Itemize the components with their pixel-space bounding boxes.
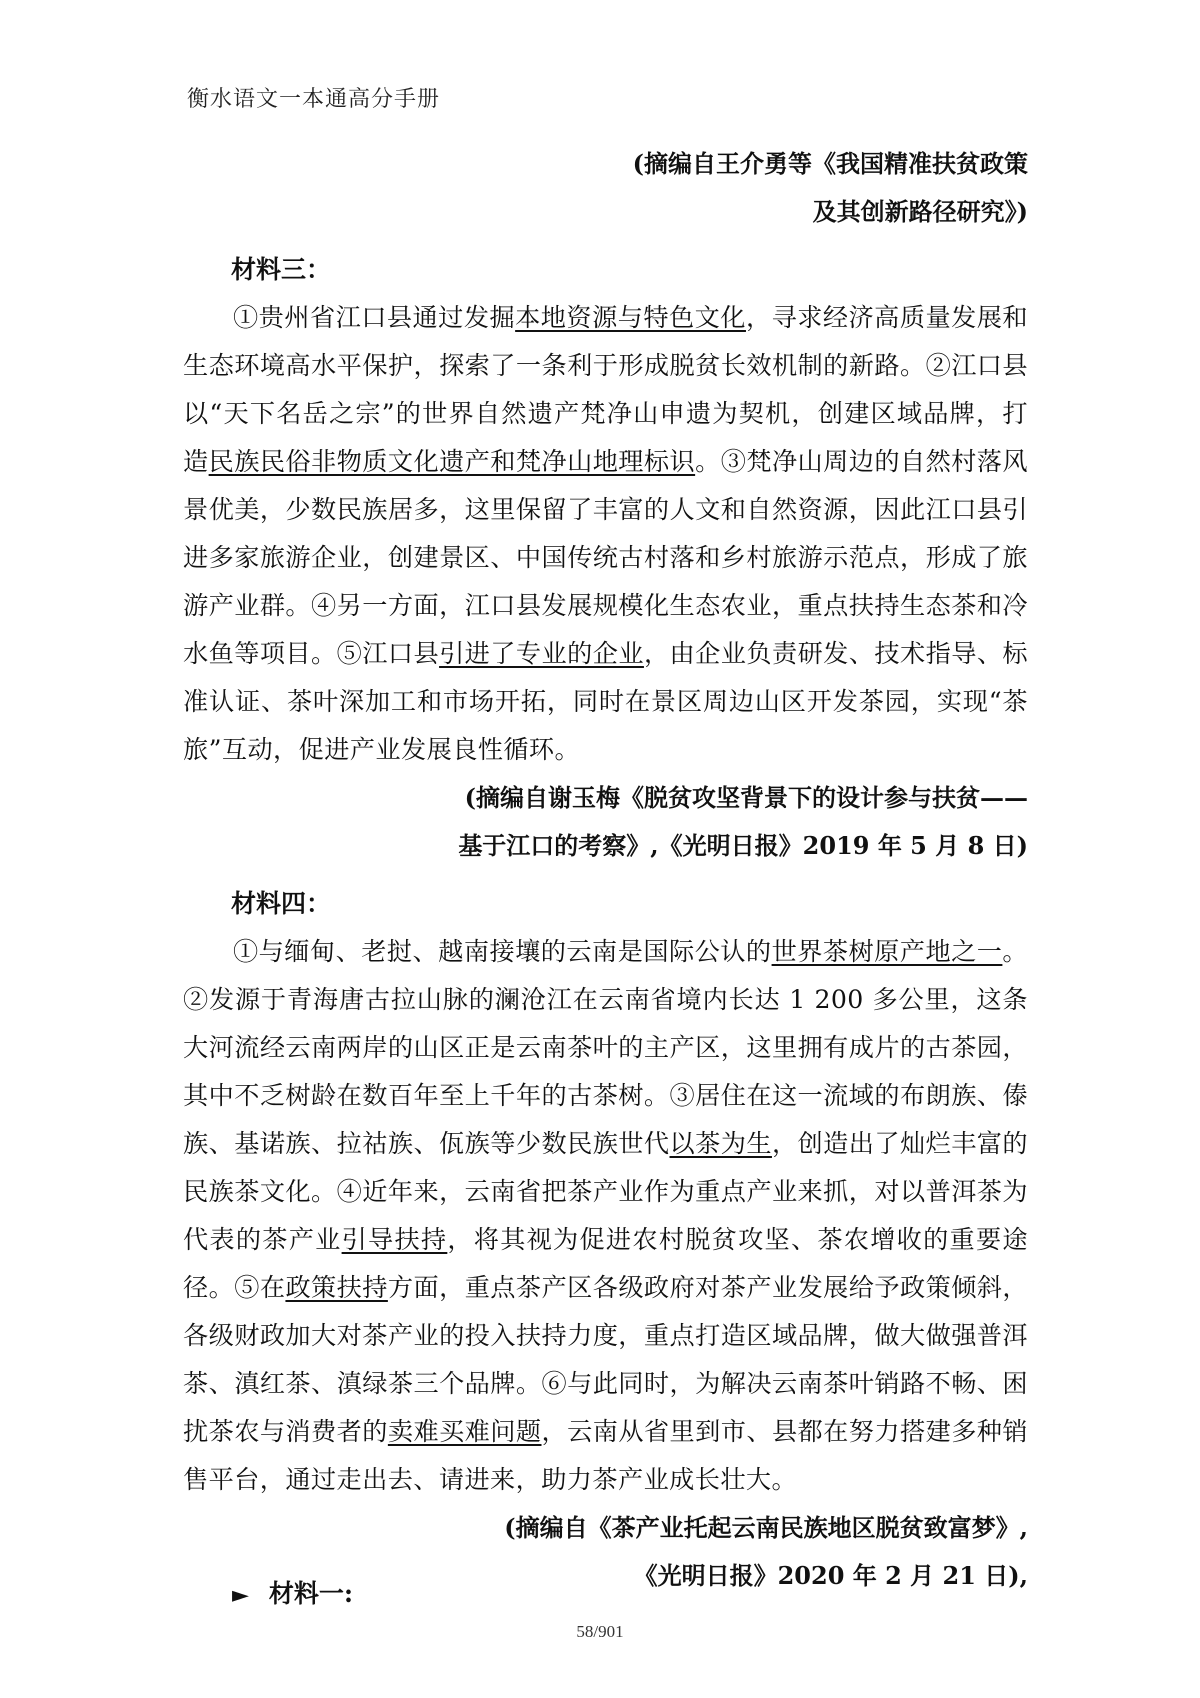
material-3-source-line-1: (摘编自谢玉梅《脱贫攻坚背景下的设计参与扶贫—— (464, 783, 1028, 812)
next-section-label: 材料一: (268, 1579, 354, 1608)
source-citation-1-line-1: (摘编自王介勇等《我国精准扶贫政策 (632, 149, 1028, 178)
underlined-phrase: 民族民俗非物质文化遗产和梵净山地理标识 (208, 447, 696, 476)
text-run: ①与缅甸、老挝、越南接壤的云南是国际公认的 (233, 937, 772, 966)
triangle-arrow-icon: ► (232, 1582, 249, 1608)
underlined-phrase: 世界茶树原产地之一 (771, 937, 1003, 966)
material-3-paragraph (183, 294, 1028, 774)
text-run: ，创造出了灿烂丰富的民族茶文化。④近年来，云南省把茶产业作为重点产业来抓，对以普洱茶为代表的茶产业 (183, 1129, 1028, 1254)
document-header: 衡水语文一本通高分手册 (187, 87, 441, 112)
material-4-source-line-1: (摘编自《茶产业托起云南民族地区脱贫致富梦》, (504, 1513, 1028, 1542)
underlined-phrase: 本地资源与特色文化 (515, 303, 746, 332)
underlined-phrase: 引导扶持 (341, 1225, 448, 1254)
text-run: ，由企业负责研发、技术指导、标准认证、茶叶深加工和市场开拓，同时在景区周边山区开发茶园，实现“茶旅”互动，促进产业发展良性循环。 (183, 639, 1029, 764)
material-4-paragraph (183, 928, 1028, 1504)
text-run: 方面，重点茶产区各级政府对茶产业发展给予政策倾斜，各级财政加大对茶产业的投入扶持力度，重点打造区域品牌，做大做强普洱茶、滇红茶、滇绿茶三个品牌。⑥与此同时，为解决云南茶叶销路不畅、困扰茶农与消费者的 (183, 1273, 1029, 1446)
material-4-heading: 材料四： (231, 889, 332, 918)
underlined-phrase: 以茶为生 (669, 1129, 772, 1158)
document-body (183, 140, 1028, 1600)
material-4-source-line-2: 《光明日报》2020 年 2 月 21 日), (633, 1561, 1028, 1590)
underlined-phrase: 引进了专业的企业 (439, 639, 644, 668)
underlined-phrase: 卖难买难问题 (387, 1417, 542, 1446)
text-run: 。③梵净山周边的自然村落风景优美，少数民族居多，这里保留了丰富的人文和自然资源，因此江口县引进多家旅游企业，创建景区、中国传统古村落和乡村旅游示范点，形成了旅游产业群。④另一方面，江口县发展规模化生态农业，重点扶持生态茶和冷水鱼等项目。⑤江口县 (183, 447, 1028, 668)
text-run: ，寻求经济高质量发展和生态环境高水平保护，探索了一条利于形成脱贫长效机制的新路。②江口县以“天下名岳之宗”的世界自然遗产梵净山申遗为契机，创建区域品牌，打造 (183, 303, 1029, 476)
text-run: ，云南从省里到市、县都在努力搭建多种销售平台，通过走出去、请进来，助力茶产业成长壮大。 (183, 1417, 1028, 1494)
text-run: ，将其视为促进农村脱贫攻坚、茶农增收的重要途径。⑤在 (183, 1225, 1028, 1302)
material-3-source-line-2: 基于江口的考察》,《光明日报》2019 年 5 月 8 日) (458, 831, 1028, 860)
source-citation-1-line-2: 及其创新路径研究》) (812, 197, 1028, 226)
material-3-heading: 材料三： (231, 255, 332, 284)
page-number: 58/901 (576, 1622, 624, 1641)
underlined-phrase: 政策扶持 (285, 1273, 388, 1302)
text-run: ①贵州省江口县通过发掘 (233, 303, 516, 332)
text-run: 。②发源于青海唐古拉山脉的澜沧江在云南省境内长达 1 200 多公里，这条大河流经云南两岸的山区正是云南茶叶的主产区，这里拥有成片的古茶园，其中不乏树龄在数百年至上千年的古茶树。③居住在这一流域的布朗族、傣族、基诺族、拉祜族、佤族等少数民族世代 (183, 937, 1028, 1158)
next-section-link[interactable] (232, 1574, 353, 1610)
